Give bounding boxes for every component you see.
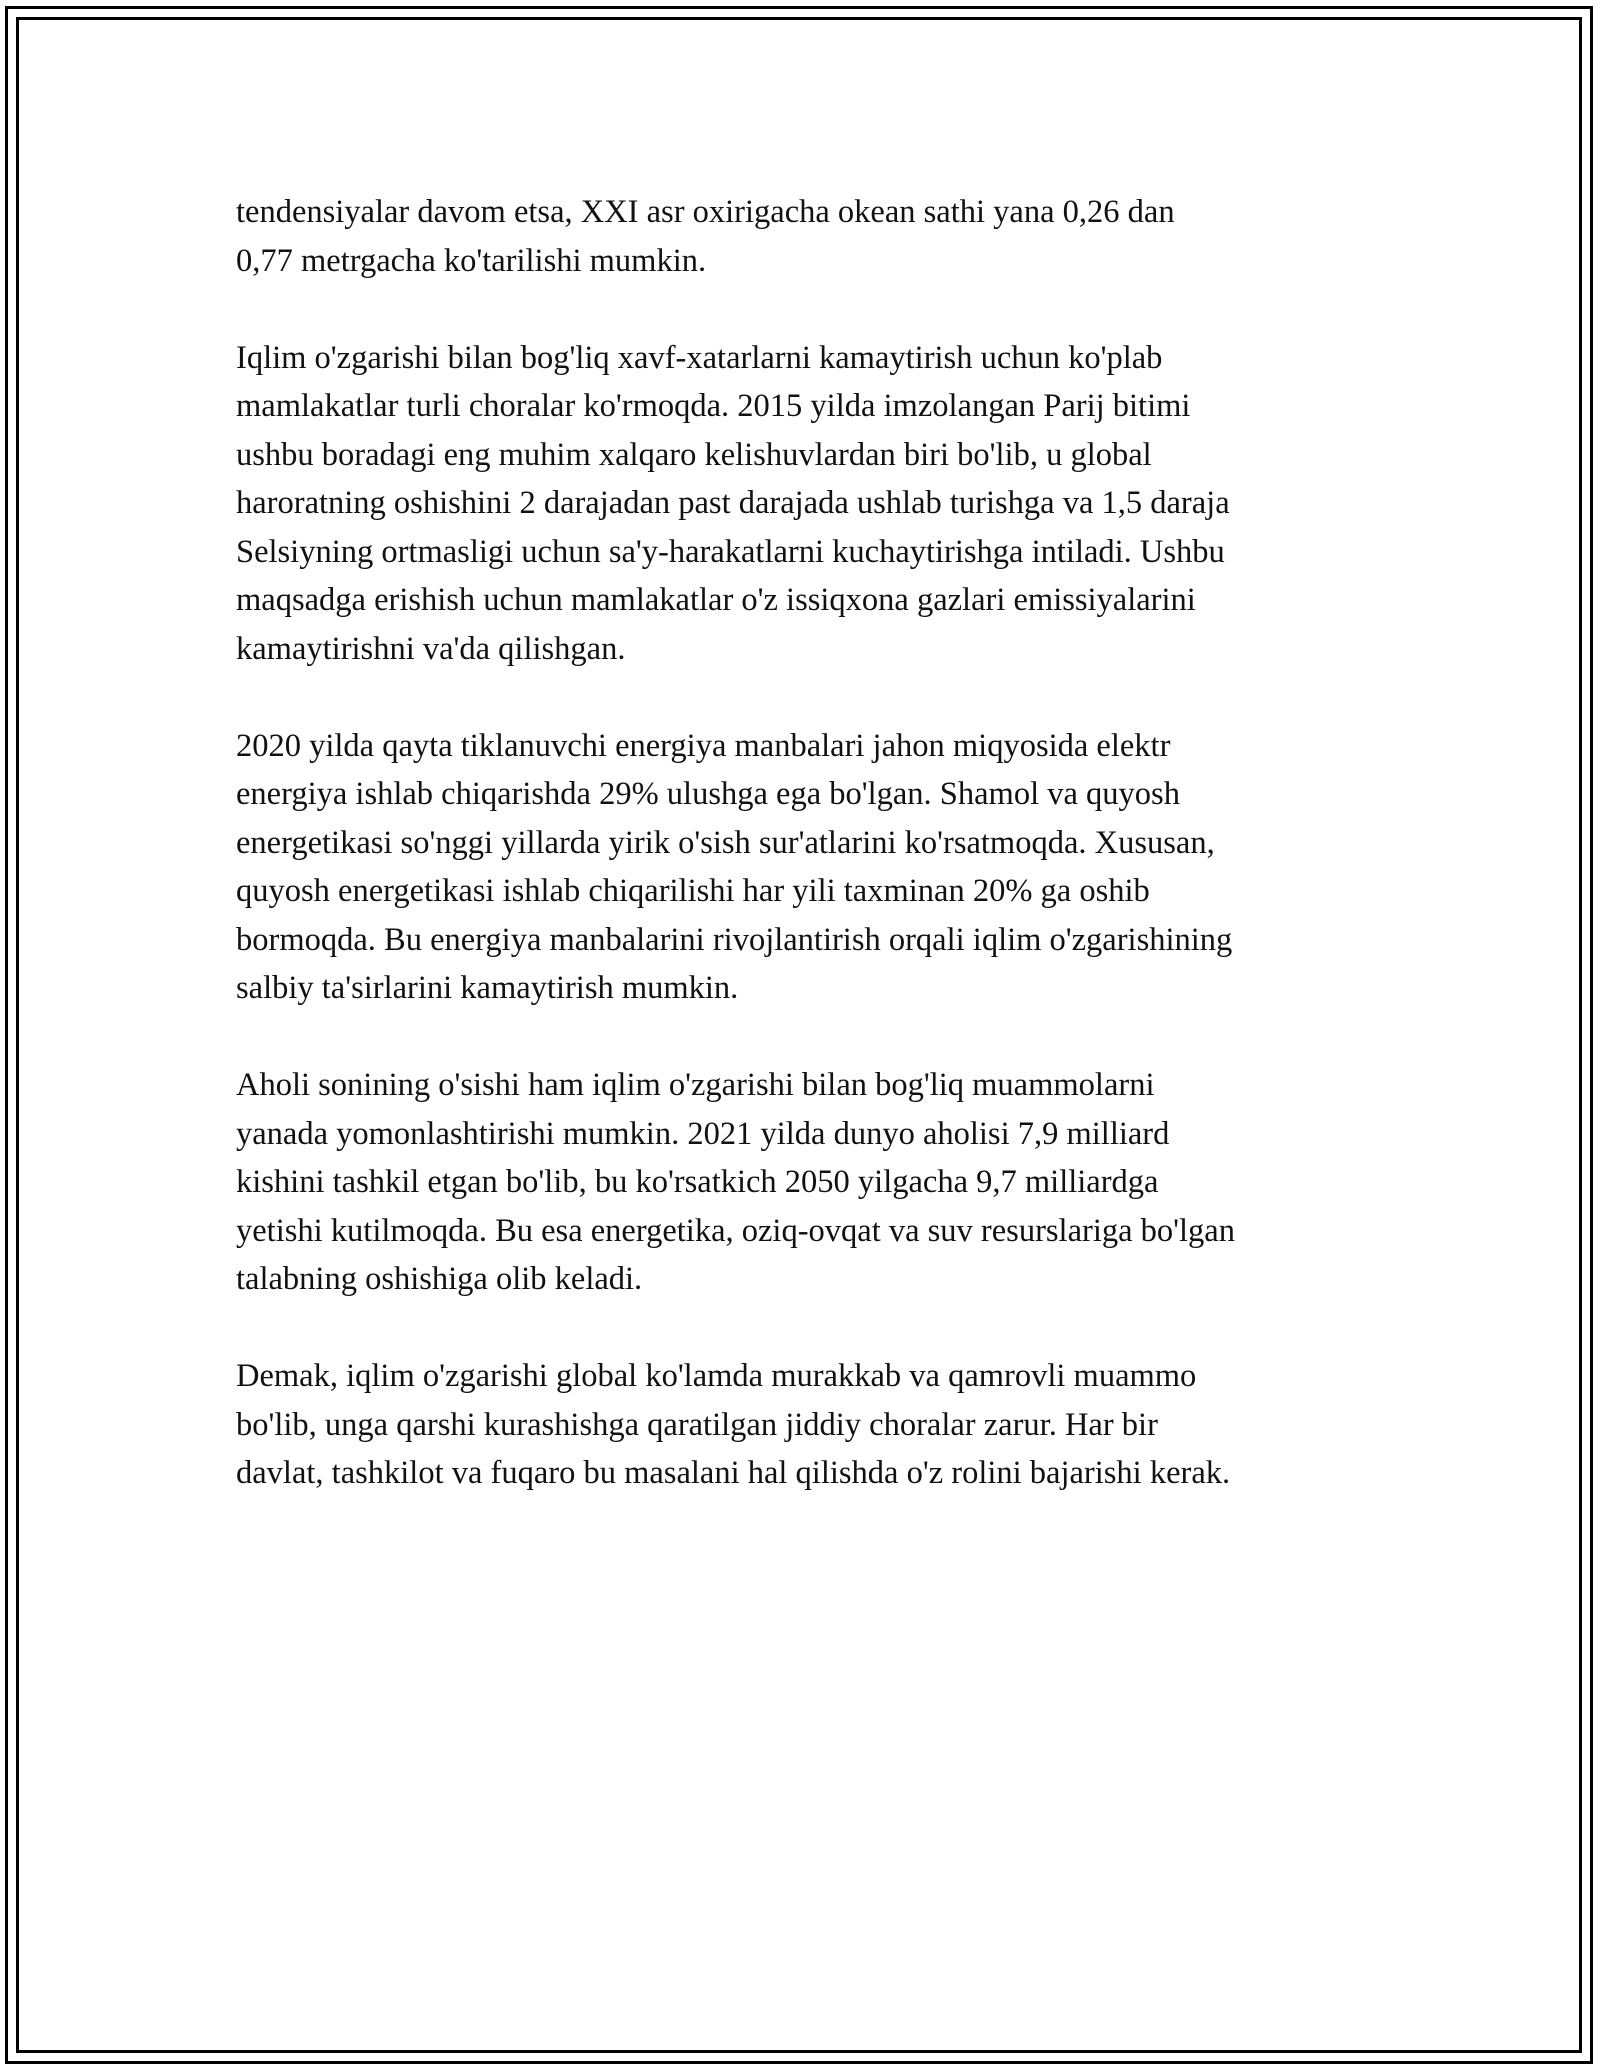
paragraph-population-growth: Aholi sonining o'sishi ham iqlim o'zgarishi bilan bog'liq muammolarni yanada yomonlashtirishi mumkin. 2021 yilda dunyo aholisi 7,9 milliard kishini tashkil etgan bo'lib, bu ko'rsatkich 2050 yilgacha 9,7 milliardga yetishi kutilmoqda. Bu esa energetika, oziq-ovqat va suv resurslariga bo'lgan talabning oshishiga olib keladi. (236, 1067, 1235, 1297)
paragraph-paris-agreement: Iqlim o'zgarishi bilan bog'liq xavf-xatarlarni kamaytirish uchun ko'plab mamlakatlar turli choralar ko'rmoqda. 2015 yilda imzolangan Parij bitimi ushbu boradagi eng muhim xalqaro kelishuvlardan biri bo'lib, u global haroratning oshishini 2 darajadan past darajada ushlab turishga va 1,5 daraja Selsiyning ortmasligi uchun sa'y-harakatlarni kuchaytirishga intiladi. Ushbu maqsadga erishish uchun mamlakatlar o'z issiqxona gazlari emissiyalarini kamaytirishni va'da qilishgan. (236, 339, 1230, 667)
paragraph-sea-level: tendensiyalar davom etsa, XXI asr oxirigacha okean sathi yana 0,26 dan 0,77 metrgacha ko'tarilishi mumkin. (236, 194, 1175, 279)
paragraph-renewable-energy: 2020 yilda qayta tiklanuvchi energiya manbalari jahon miqyosida elektr energiya ishlab chiqarishda 29% ulushga ega bo'lgan. Shamol va quyosh energetikasi so'nggi yillarda yirik o'sish sur'atlarini ko'rsatmoqda. Xususan, quyosh energetikasi ishlab chiqarilishi har yili taxminan 20% ga oshib bormoqda. Bu energiya manbalarini rivojlantirish orqali iqlim o'zgarishining salbiy ta'sirlarini kamaytirish mumkin. (236, 727, 1233, 1006)
paragraph-conclusion: Demak, iqlim o'zgarishi global ko'lamda murakkab va qamrovli muammo bo'lib, unga qarshi kurashishga qaratilgan jiddiy choralar zarur. Har bir davlat, tashkilot va fuqaro bu masalani hal qilishda o'z rolini bajarishi kerak. (236, 1358, 1231, 1491)
document-body (236, 188, 1386, 1498)
